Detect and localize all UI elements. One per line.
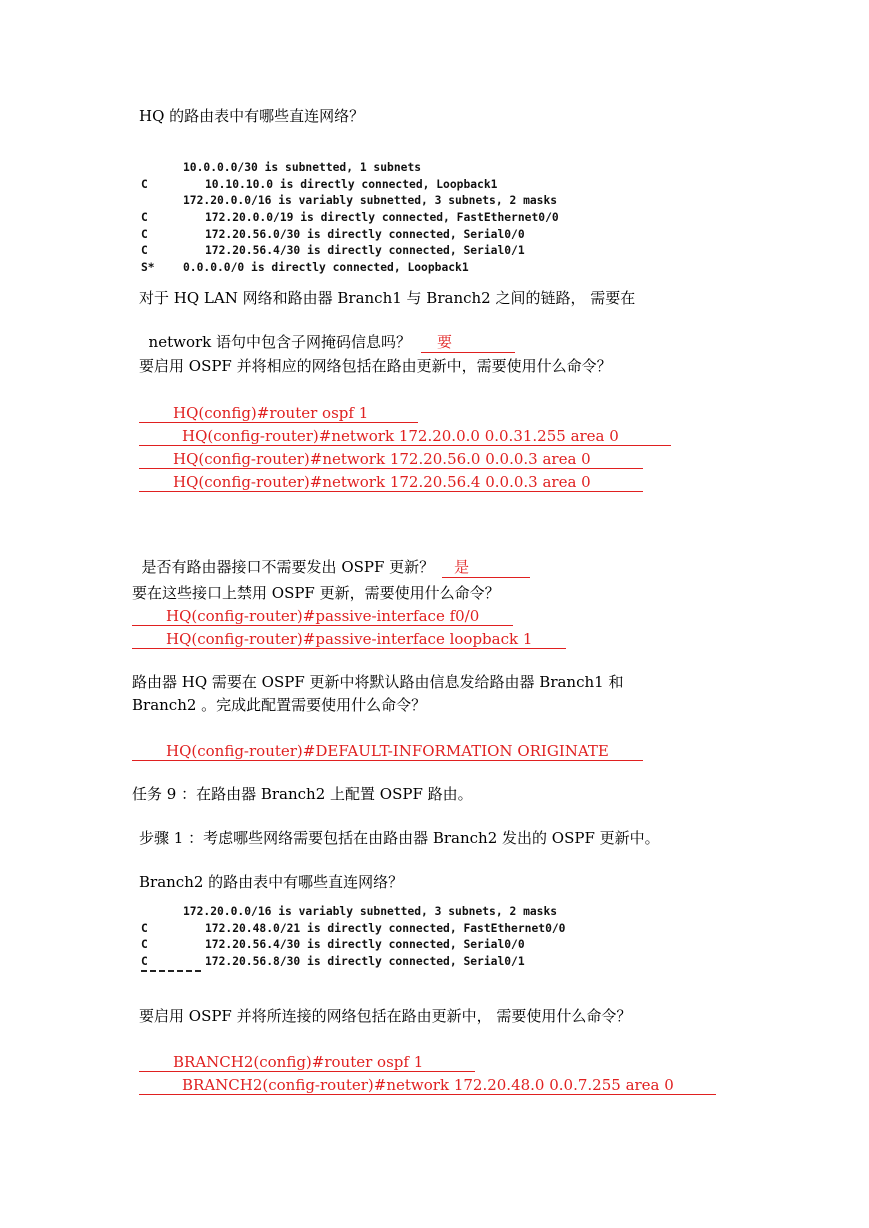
route-text: 10.0.0.0/30 is subnetted, 1 subnets: [183, 161, 422, 174]
route-text: 172.20.56.8/30 is directly connected, Serial0/1: [205, 955, 525, 969]
route-text: 172.20.48.0/21 is directly connected, FastEthernet0/0: [205, 921, 566, 935]
routing-table-row: [141, 921, 621, 938]
step-1-text: 步骤 1 ：考虑哪些网络需要包括在由路由器 Branch2 发出的 OSPF 更新中。: [139, 829, 660, 847]
route-code: S*: [141, 261, 155, 275]
answer-hq-cmd-3: HQ(config-router)#network 172.20.56.0 0.0.0.3 area 0: [139, 449, 643, 469]
routing-table-row: [141, 243, 621, 260]
answer-hq-cmd-1: HQ(config)#router ospf 1: [139, 403, 418, 423]
question-disable-ospf-updates: 要在这些接口上禁用 OSPF 更新，需要使用什么命令？: [132, 584, 500, 602]
answer-default-info-cmd: HQ(config-router)#DEFAULT-INFORMATION ORIGINATE: [132, 741, 643, 761]
question-default-route-line1: 路由器 HQ 需要在 OSPF 更新中将默认路由信息发给路由器 Branch1 和: [132, 673, 624, 691]
routing-table-row: [141, 937, 621, 954]
question-branch2-connected-networks: Branch2 的路由表中有哪些直连网络？: [139, 873, 404, 891]
route-text: 172.20.0.0/19 is directly connected, FastEthernet0/0: [205, 211, 559, 225]
routing-table-row: [141, 904, 621, 921]
task-9-heading: 任务 9 ：在路由器 Branch2 上配置 OSPF 路由。: [132, 785, 473, 803]
answer-br2-cmd-2: BRANCH2(config-router)#network 172.20.48.0 0.0.7.255 area 0: [139, 1075, 716, 1095]
routing-table-row: [141, 260, 621, 277]
routing-table-row: [141, 227, 621, 244]
route-text: 172.20.56.4/30 is directly connected, Serial0/1: [205, 244, 525, 258]
answer-passive-cmd-1: HQ(config-router)#passive-interface f0/0: [132, 606, 513, 626]
question-passive-text: 是否有路由器接口不需要发出 OSPF 更新？: [141, 558, 435, 576]
route-code: C: [141, 177, 148, 191]
route-text: 172.20.0.0/16 is variably subnetted, 3 subnets, 2 masks: [183, 905, 558, 918]
question-subnet-mask-text: network 语句中包含子网掩码信息吗？: [148, 333, 412, 351]
question-enable-ospf-hq: 要启用 OSPF 并将相应的网络包括在路由更新中，需要使用什么命令？: [139, 357, 612, 375]
answer-hq-cmd-2: HQ(config-router)#network 172.20.0.0 0.0.31.255 area 0: [139, 426, 671, 446]
answer-hq-cmd-4: HQ(config-router)#network 172.20.56.4 0.0.0.3 area 0: [139, 472, 643, 492]
answer-subnet-mask: 要: [421, 332, 515, 353]
routing-table-row: [141, 193, 621, 210]
routing-table-row: [141, 177, 621, 194]
route-code: C: [141, 244, 148, 258]
routing-table-row: [141, 210, 621, 227]
route-text: 172.20.0.0/16 is variably subnetted, 3 subnets, 2 masks: [183, 194, 558, 208]
route-text: 172.20.56.4/30 is directly connected, Serial0/0: [205, 938, 525, 952]
question-default-route-line2: Branch2 。完成此配置需要使用什么命令？: [132, 696, 427, 714]
route-text: 172.20.56.0/30 is directly connected, Serial0/0: [205, 227, 525, 241]
branch2-routing-table-screenshot: [141, 904, 621, 971]
answer-br2-cmd-1: BRANCH2(config)#router ospf 1: [139, 1052, 475, 1072]
question-subnet-mask-line1: 对于 HQ LAN 网络和路由器 Branch1 与 Branch2 之间的链路， 需要在: [139, 289, 636, 307]
route-code: C: [141, 938, 148, 952]
routing-table-row: [141, 954, 621, 971]
question-hq-connected-networks: HQ 的路由表中有哪些直连网络？: [139, 107, 365, 125]
route-code: C: [141, 921, 148, 935]
routing-table-row: [141, 160, 621, 177]
route-text: 10.10.10.0 is directly connected, Loopback1: [205, 177, 498, 191]
route-code: C: [141, 955, 148, 969]
hq-routing-table-screenshot: [141, 160, 621, 277]
question-passive-interfaces: [132, 537, 530, 578]
truncated-line-mark: [141, 970, 201, 972]
answer-passive: 是: [442, 557, 530, 578]
question-enable-ospf-branch2: 要启用 OSPF 并将所连接的网络包括在路由更新中， 需要使用什么命令？: [139, 1007, 632, 1025]
answer-passive-cmd-2: HQ(config-router)#passive-interface loopback 1: [132, 629, 566, 649]
route-text: 0.0.0.0/0 is directly connected, Loopback1: [183, 261, 469, 275]
question-subnet-mask-line2: [139, 312, 515, 353]
route-code: C: [141, 211, 148, 225]
route-code: C: [141, 227, 148, 241]
